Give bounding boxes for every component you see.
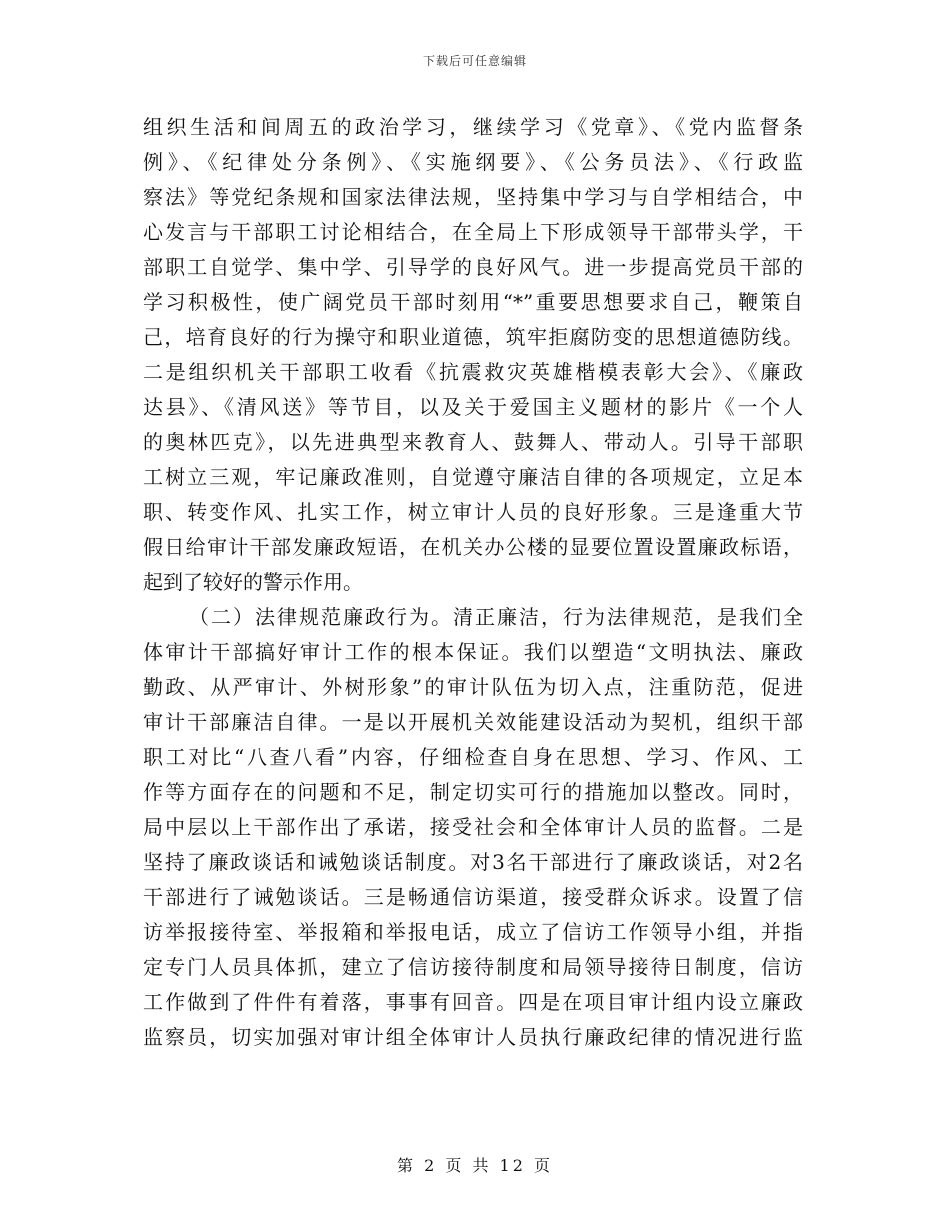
text-line: 定专门人员具体抓，建立了信访接待制度和局领导接待日制度，信访 [143, 955, 803, 979]
text-line: 访举报接待室、举报箱和举报电话，成立了信访工作领导小组，并指 [143, 920, 803, 944]
text-line: 部职工自觉学、集中学、引导学的良好风气。进一步提高党员干部的 [143, 255, 803, 279]
text-line: 体审计干部搞好审计工作的根本保证。我们以塑造“文明执法、廉政 [143, 640, 803, 664]
text-line: 坚持了廉政谈话和诫勉谈话制度。对3名干部进行了廉政谈话，对2名 [143, 850, 803, 874]
text-line: 例》、《纪律处分条例》、《实施纲要》、《公务员法》、《行政监 [143, 150, 803, 174]
text-line: 职工对比“八查八看”内容，仔细检查自身在思想、学习、作风、工 [143, 745, 803, 769]
text-line: 监察员，切实加强对审计组全体审计人员执行廉政纪律的情况进行监 [143, 1025, 803, 1049]
text-line: 的奥林匹克》，以先进典型来教育人、鼓舞人、带动人。引导干部职 [143, 430, 803, 454]
text-line: 己，培育良好的行为操守和职业道德，筑牢拒腐防变的思想道德防线。 [143, 325, 803, 349]
text-line: 达县》、《清风送》等节目，以及关于爱国主义题材的影片《一个人 [143, 395, 803, 419]
text-line: 二是组织机关干部职工收看《抗震救灾英雄楷模表彰大会》、《廉政 [143, 360, 803, 384]
text-line: 工作做到了件件有着落，事事有回音。四是在项目审计组内设立廉政 [143, 990, 803, 1014]
text-line: 学习积极性，使广阔党员干部时刻用“*”重要思想要求自己，鞭策自 [143, 290, 803, 314]
text-line: 局中层以上干部作出了承诺，接受社会和全体审计人员的监督。二是 [143, 815, 803, 839]
text-line: 职、转变作风、扎实工作，树立审计人员的良好形象。三是逢重大节 [143, 500, 803, 524]
document-body [143, 110, 803, 1055]
text-line: 起到了较好的警示作用。 [143, 570, 363, 594]
text-line: 察法》等党纪条规和国家法律法规，坚持集中学习与自学相结合，中 [143, 185, 803, 209]
text-line: 作等方面存在的问题和不足，制定切实可行的措施加以整改。同时， [143, 780, 803, 804]
text-line: 组织生活和间周五的政治学习，继续学习《党章》、《党内监督条 [143, 115, 803, 139]
page-number-footer: 第 2 页 共 12 页 [397, 1156, 553, 1175]
text-line: 心发言与干部职工讨论相结合，在全局上下形成领导干部带头学，干 [143, 220, 803, 244]
page-header: 下载后可任意编辑 [422, 54, 527, 68]
text-line-indented: （二）法律规范廉政行为。清正廉洁，行为法律规范，是我们全 [189, 605, 803, 629]
text-line: 审计干部廉洁自律。一是以开展机关效能建设活动为契机，组织干部 [143, 710, 803, 734]
text-line: 干部进行了诫勉谈话。三是畅通信访渠道，接受群众诉求。设置了信 [143, 885, 803, 909]
text-line: 假日给审计干部发廉政短语，在机关办公楼的显要位置设置廉政标语， [143, 535, 803, 559]
text-line: 勤政、从严审计、外树形象”的审计队伍为切入点，注重防范，促进 [143, 675, 803, 699]
text-line: 工树立三观，牢记廉政准则，自觉遵守廉洁自律的各项规定，立足本 [143, 465, 803, 489]
